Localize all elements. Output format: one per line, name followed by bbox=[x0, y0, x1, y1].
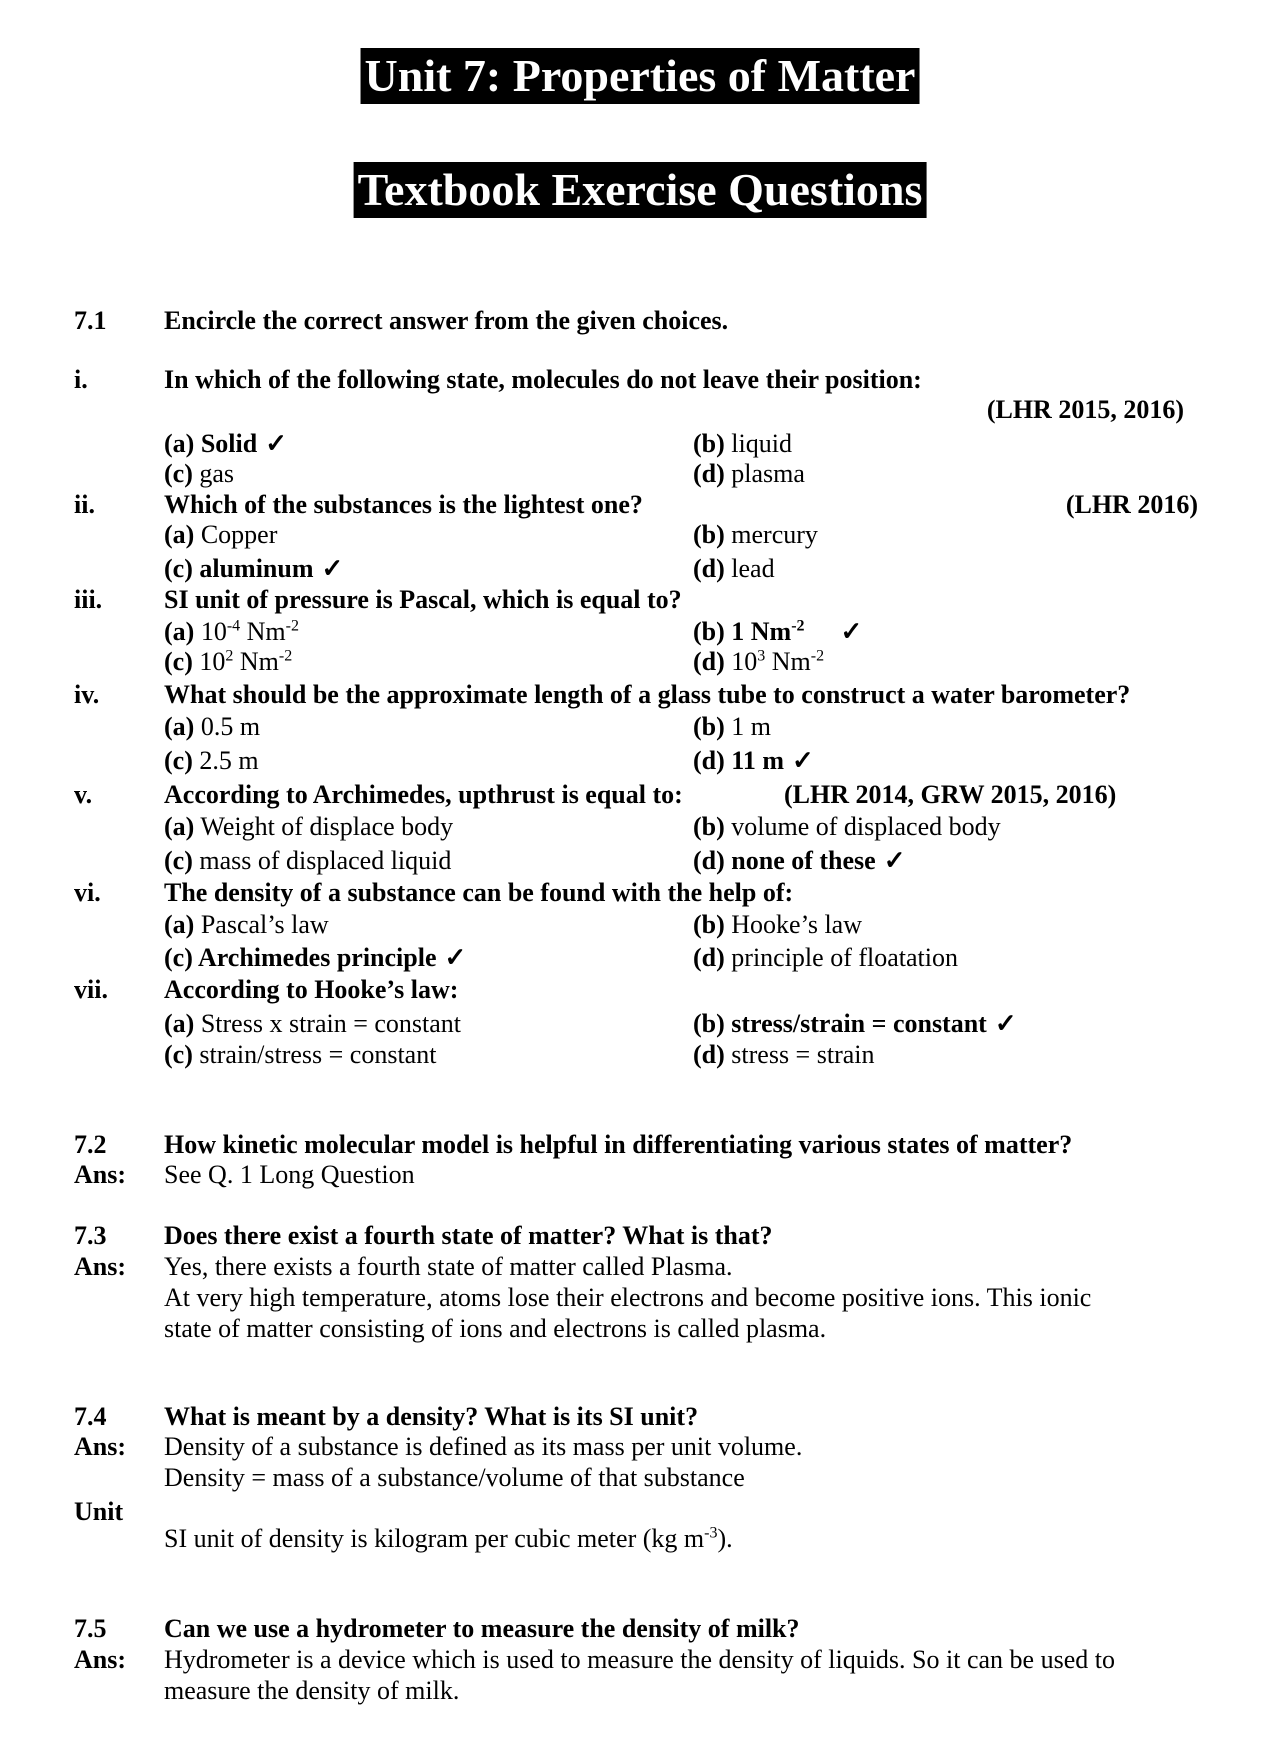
question-text: Can we use a hydrometer to measure the density of milk? bbox=[164, 1614, 800, 1643]
check-icon: ✓ bbox=[840, 617, 863, 646]
question-text: What is meant by a density? What is its SI unit? bbox=[164, 1402, 699, 1431]
mcq-option bbox=[164, 617, 299, 647]
option-base: 10 bbox=[200, 617, 227, 646]
option-label: (a) bbox=[164, 429, 195, 458]
mcq-option-correct bbox=[693, 846, 906, 876]
mcq-number: iii. bbox=[74, 585, 103, 614]
option-exponent: 3 bbox=[757, 647, 766, 665]
option-text: Pascal’s law bbox=[200, 910, 329, 939]
option-text: stress = strain bbox=[731, 1040, 875, 1069]
mcq-option bbox=[693, 712, 771, 742]
mcq-option-correct bbox=[164, 429, 287, 459]
mcq-option bbox=[693, 812, 1001, 842]
section-subtitle: Textbook Exercise Questions bbox=[354, 162, 927, 218]
option-text: liquid bbox=[731, 429, 792, 458]
unit-exponent: -3 bbox=[704, 1524, 718, 1542]
answer-text: Yes, there exists a fourth state of matter called Plasma. bbox=[164, 1252, 733, 1281]
mcq-option bbox=[164, 846, 451, 876]
option-label: (a) bbox=[164, 712, 195, 741]
option-unit-exponent: -2 bbox=[810, 647, 825, 665]
option-text: 1 m bbox=[731, 712, 772, 741]
mcq-option bbox=[164, 459, 234, 489]
option-label: (c) bbox=[164, 459, 193, 488]
option-label: (a) bbox=[164, 910, 195, 939]
mcq-reference: (LHR 2016) bbox=[1065, 490, 1198, 519]
mcq-option bbox=[693, 647, 824, 677]
option-label: (a) bbox=[164, 520, 195, 549]
option-label: (b) bbox=[693, 520, 725, 549]
option-label: (c) bbox=[164, 943, 193, 972]
answer-text: Density of a substance is defined as its mass per unit volume. bbox=[164, 1432, 803, 1461]
answer-label: Ans: bbox=[74, 1252, 127, 1281]
mcq-reference: (LHR 2015, 2016) bbox=[986, 395, 1184, 424]
answer-text: See Q. 1 Long Question bbox=[164, 1160, 415, 1189]
check-icon: ✓ bbox=[994, 1009, 1017, 1038]
question-number: 7.2 bbox=[74, 1130, 107, 1159]
mcq-option bbox=[164, 812, 453, 842]
mcq-option bbox=[164, 712, 260, 742]
mcq-option bbox=[164, 910, 329, 940]
mcq-option-correct bbox=[693, 1009, 1017, 1039]
answer-text: At very high temperature, atoms lose their electrons and become positive ions. This ionic bbox=[164, 1283, 1092, 1312]
mcq-option bbox=[164, 1009, 461, 1039]
option-text: strain/stress = constant bbox=[199, 1040, 437, 1069]
option-unit-exponent: -2 bbox=[285, 617, 299, 635]
option-unit: Nm bbox=[771, 647, 811, 676]
mcq-number: vii. bbox=[74, 975, 108, 1004]
mcq-option bbox=[693, 943, 958, 973]
option-text: Copper bbox=[200, 520, 278, 549]
check-icon: ✓ bbox=[444, 943, 467, 972]
answer-text: Hydrometer is a device which is used to measure the density of liquids. So it can be used to bbox=[164, 1645, 1115, 1674]
check-icon: ✓ bbox=[883, 846, 906, 875]
mcq-question: Which of the substances is the lightest one? bbox=[164, 490, 643, 519]
option-text: volume of displaced body bbox=[731, 812, 1001, 841]
mcq-option-correct bbox=[693, 746, 814, 776]
question-text: How kinetic molecular model is helpful in differentiating various states of matter? bbox=[164, 1130, 1073, 1159]
option-text: none of these bbox=[731, 846, 876, 875]
option-label: (d) bbox=[693, 943, 725, 972]
question-number: 7.5 bbox=[74, 1614, 107, 1643]
option-text: principle of floatation bbox=[731, 943, 958, 972]
option-text: 11 m bbox=[731, 746, 785, 775]
mcq-reference: (LHR 2014, GRW 2015, 2016) bbox=[784, 780, 1117, 809]
option-label: (b) bbox=[693, 429, 725, 458]
option-label: (d) bbox=[693, 746, 725, 775]
mcq-question: In which of the following state, molecules do not leave their position: bbox=[164, 365, 922, 394]
mcq-option bbox=[164, 746, 259, 776]
mcq-number: i. bbox=[74, 365, 88, 394]
option-label: (a) bbox=[164, 1009, 195, 1038]
option-unit: Nm bbox=[239, 647, 279, 676]
question-number: 7.4 bbox=[74, 1402, 107, 1431]
mcq-option-correct bbox=[164, 943, 466, 973]
mcq-question: According to Hooke’s law: bbox=[164, 975, 459, 1004]
mcq-option-correct bbox=[164, 554, 343, 584]
option-text: mass of displaced liquid bbox=[199, 846, 452, 875]
answer-label: Ans: bbox=[74, 1160, 127, 1189]
mcq-option bbox=[693, 429, 792, 459]
mcq-option bbox=[164, 647, 292, 677]
answer-label: Ans: bbox=[74, 1432, 127, 1461]
mcq-question: The density of a substance can be found with the help of: bbox=[164, 878, 794, 907]
option-label: (d) bbox=[693, 1040, 725, 1069]
option-unit-exponent: -2 bbox=[278, 647, 293, 665]
option-text: 0.5 m bbox=[200, 712, 261, 741]
option-exponent: 2 bbox=[225, 647, 234, 665]
option-text: 1 Nm bbox=[731, 617, 792, 646]
instruction: Encircle the correct answer from the given choices. bbox=[164, 306, 729, 335]
mcq-number: v. bbox=[74, 780, 93, 809]
unit-label: Unit bbox=[74, 1497, 124, 1526]
option-label: (b) bbox=[693, 910, 725, 939]
check-icon: ✓ bbox=[792, 746, 814, 775]
question-text: Does there exist a fourth state of matter? What is that? bbox=[164, 1221, 773, 1250]
option-label: (b) bbox=[693, 712, 725, 741]
option-label: (a) bbox=[164, 812, 195, 841]
answer-text: measure the density of milk. bbox=[164, 1676, 460, 1705]
option-label: (d) bbox=[693, 459, 725, 488]
option-text: mercury bbox=[731, 520, 818, 549]
option-label: (b) bbox=[693, 812, 725, 841]
check-icon: ✓ bbox=[265, 429, 287, 458]
mcq-number: vi. bbox=[74, 878, 101, 907]
unit-title: Unit 7: Properties of Matter bbox=[361, 48, 920, 104]
mcq-question: What should be the approximate length of a glass tube to construct a water barometer? bbox=[164, 680, 1131, 709]
unit-text-end: ). bbox=[717, 1524, 733, 1553]
option-label: (c) bbox=[164, 647, 193, 676]
option-text: Solid bbox=[200, 429, 258, 458]
mcq-question: SI unit of pressure is Pascal, which is equal to? bbox=[164, 585, 682, 614]
answer-label: Ans: bbox=[74, 1645, 127, 1674]
option-text: Stress x strain = constant bbox=[200, 1009, 462, 1038]
mcq-question: According to Archimedes, upthrust is equal to: bbox=[164, 780, 683, 809]
option-label: (b) bbox=[693, 617, 725, 646]
option-unit: Nm bbox=[246, 617, 286, 646]
mcq-number: ii. bbox=[74, 490, 95, 519]
option-text: Hooke’s law bbox=[731, 910, 862, 939]
option-label: (c) bbox=[164, 554, 193, 583]
option-label: (a) bbox=[164, 617, 195, 646]
mcq-option bbox=[693, 520, 818, 550]
option-text: Weight of displace body bbox=[200, 812, 454, 841]
option-label: (d) bbox=[693, 554, 725, 583]
option-text: aluminum bbox=[199, 554, 314, 583]
mcq-option bbox=[693, 554, 775, 584]
option-exponent: -4 bbox=[226, 617, 241, 635]
option-text: stress/strain = constant bbox=[731, 1009, 987, 1038]
option-label: (c) bbox=[164, 746, 193, 775]
option-text: gas bbox=[199, 459, 235, 488]
unit-text bbox=[164, 1524, 733, 1554]
mcq-option bbox=[164, 520, 277, 550]
question-number: 7.3 bbox=[74, 1221, 107, 1250]
answer-text: state of matter consisting of ions and electrons is called plasma. bbox=[164, 1314, 827, 1343]
option-text: plasma bbox=[731, 459, 805, 488]
option-base: 10 bbox=[731, 647, 758, 676]
mcq-option bbox=[693, 910, 862, 940]
question-number: 7.1 bbox=[74, 306, 107, 335]
mcq-option-correct bbox=[693, 617, 862, 647]
option-label: (d) bbox=[693, 846, 725, 875]
option-text: lead bbox=[731, 554, 775, 583]
option-text: 2.5 m bbox=[199, 746, 259, 775]
option-text: Archimedes principle bbox=[197, 943, 437, 972]
option-label: (c) bbox=[164, 1040, 193, 1069]
unit-text-main: SI unit of density is kilogram per cubic meter (kg m bbox=[164, 1524, 705, 1553]
option-label: (d) bbox=[693, 647, 725, 676]
mcq-option bbox=[164, 1040, 436, 1070]
mcq-number: iv. bbox=[74, 680, 100, 709]
check-icon: ✓ bbox=[321, 554, 344, 583]
option-label: (b) bbox=[693, 1009, 725, 1038]
option-unit-exponent: -2 bbox=[791, 617, 805, 635]
answer-text: Density = mass of a substance/volume of that substance bbox=[164, 1463, 745, 1492]
option-base: 10 bbox=[199, 647, 226, 676]
mcq-option bbox=[693, 459, 805, 489]
option-label: (c) bbox=[164, 846, 193, 875]
mcq-option bbox=[693, 1040, 874, 1070]
